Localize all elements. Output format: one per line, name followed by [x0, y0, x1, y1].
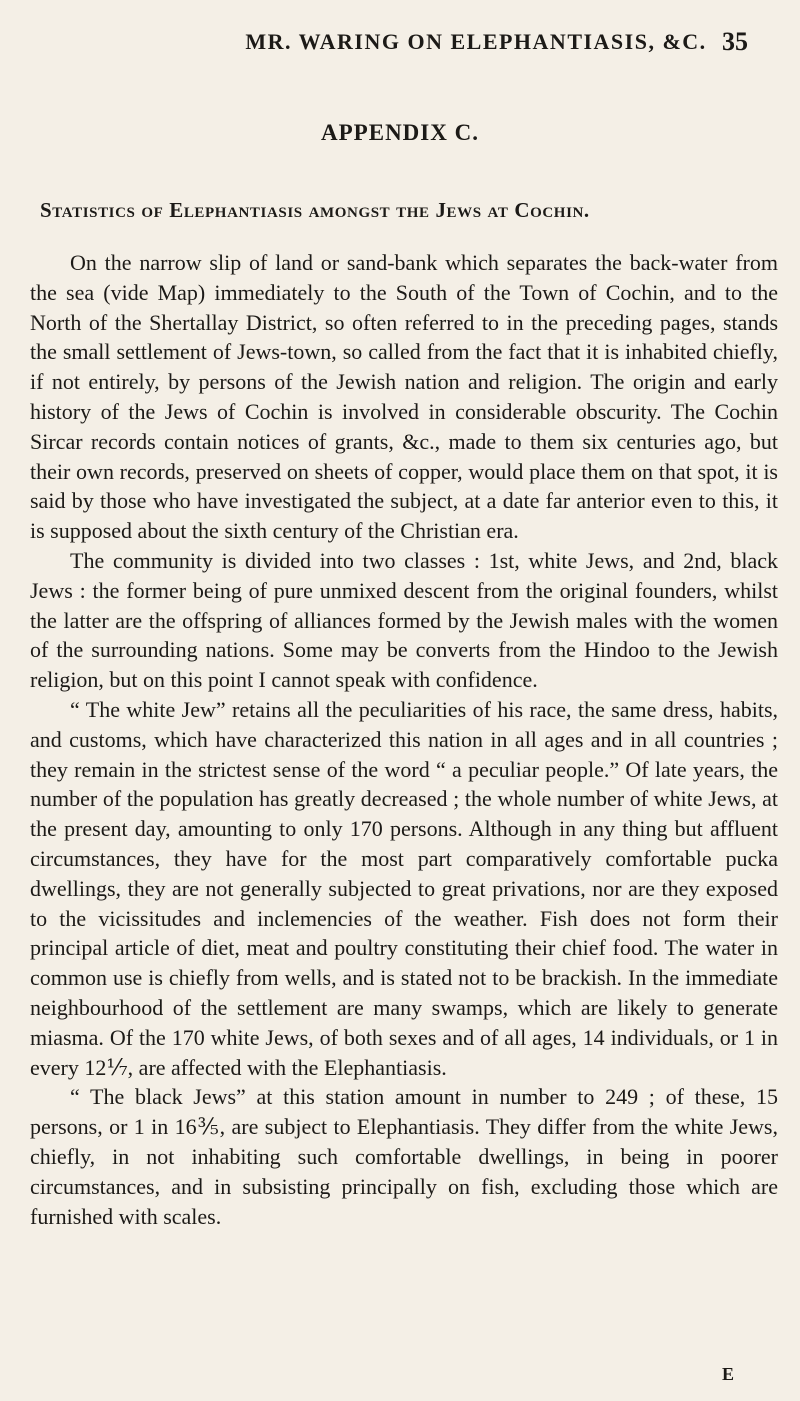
paragraph-2: The community is divided into two classes : 1st, white Jews, and 2nd, black Jews : the former being of pure unmixed descent from the original founders, whilst the latter are the offspring of alliances formed by the Jewish males with the women of the surrounding nations. Some may be converts from the Hindoo to the Jewish religion, but on this point I cannot speak with confidence.: [30, 547, 778, 693]
paragraph-3: “ The white Jew” retains all the peculiarities of his race, the same dress, habits, and customs, which have characterized this nation in all ages and in all countries ; they remain in the strictest sense of the word “ a peculiar people.” Of late years, the number of the population has greatly decreased ; the whole number of white Jews, at the present day, amounting to only 170 persons. Although in any thing but affluent circumstances, they have for the most part comparatively comfortable pucka dwellings, they are not generally subjected to great privations, nor are they exposed to the vicissitudes and inclemencies of the weather. Fish does not form their principal article of diet, meat and poultry constituting their chief food. The water in common use is chiefly from wells, and is stated not to be brackish. In the immediate neighbourhood of the settlement are many swamps, which are likely to generate miasma. Of the 170 white Jews, of both sexes and of all ages, 14 individuals, or 1 in every 12⅐, are affected with the Elephantiasis.: [30, 696, 778, 1080]
appendix-title: APPENDIX C.: [321, 120, 479, 145]
paragraph-1: On the narrow slip of land or sand-bank which separates the back-water from the sea (vide Map) immediately to the South of the Town of Cochin, and to the North of the Shertallay District, so often referred to in the preceding pages, stands the small settlement of Jews-town, so called from the fact that it is inhabited chiefly, if not entirely, by persons of the Jewish nation and religion. The origin and early history of the Jews of Cochin is involved in considerable obscurity. The Cochin Sircar records contain notices of grants, &c., made to them six centuries ago, but their own records, preserved on sheets of copper, would place them on that spot, it is said by those who have investigated the subject, at a date far anterior even to this, it is supposed about the sixth century of the Christian era.: [30, 250, 778, 544]
body-text: [30, 248, 778, 1231]
signature-mark: E: [722, 1364, 735, 1384]
running-title: MR. WARING ON ELEPHANTIASIS, &C.: [245, 29, 707, 54]
running-head: [230, 22, 748, 62]
page-number: 35: [722, 27, 748, 56]
paragraph-4: “ The black Jews” at this station amount in number to 249 ; of these, 15 persons, or 1 in 16⅗, are subject to Elephantiasis. They differ from the white Jews, chiefly, in not inhabiting such comfortable dwellings, in being in poorer circumstances, and in subsisting principally on fish, excluding those which are furnished with scales.: [30, 1084, 778, 1229]
section-title: Statistics of Elephantiasis amongst the Jews at Cochin.: [40, 198, 590, 222]
